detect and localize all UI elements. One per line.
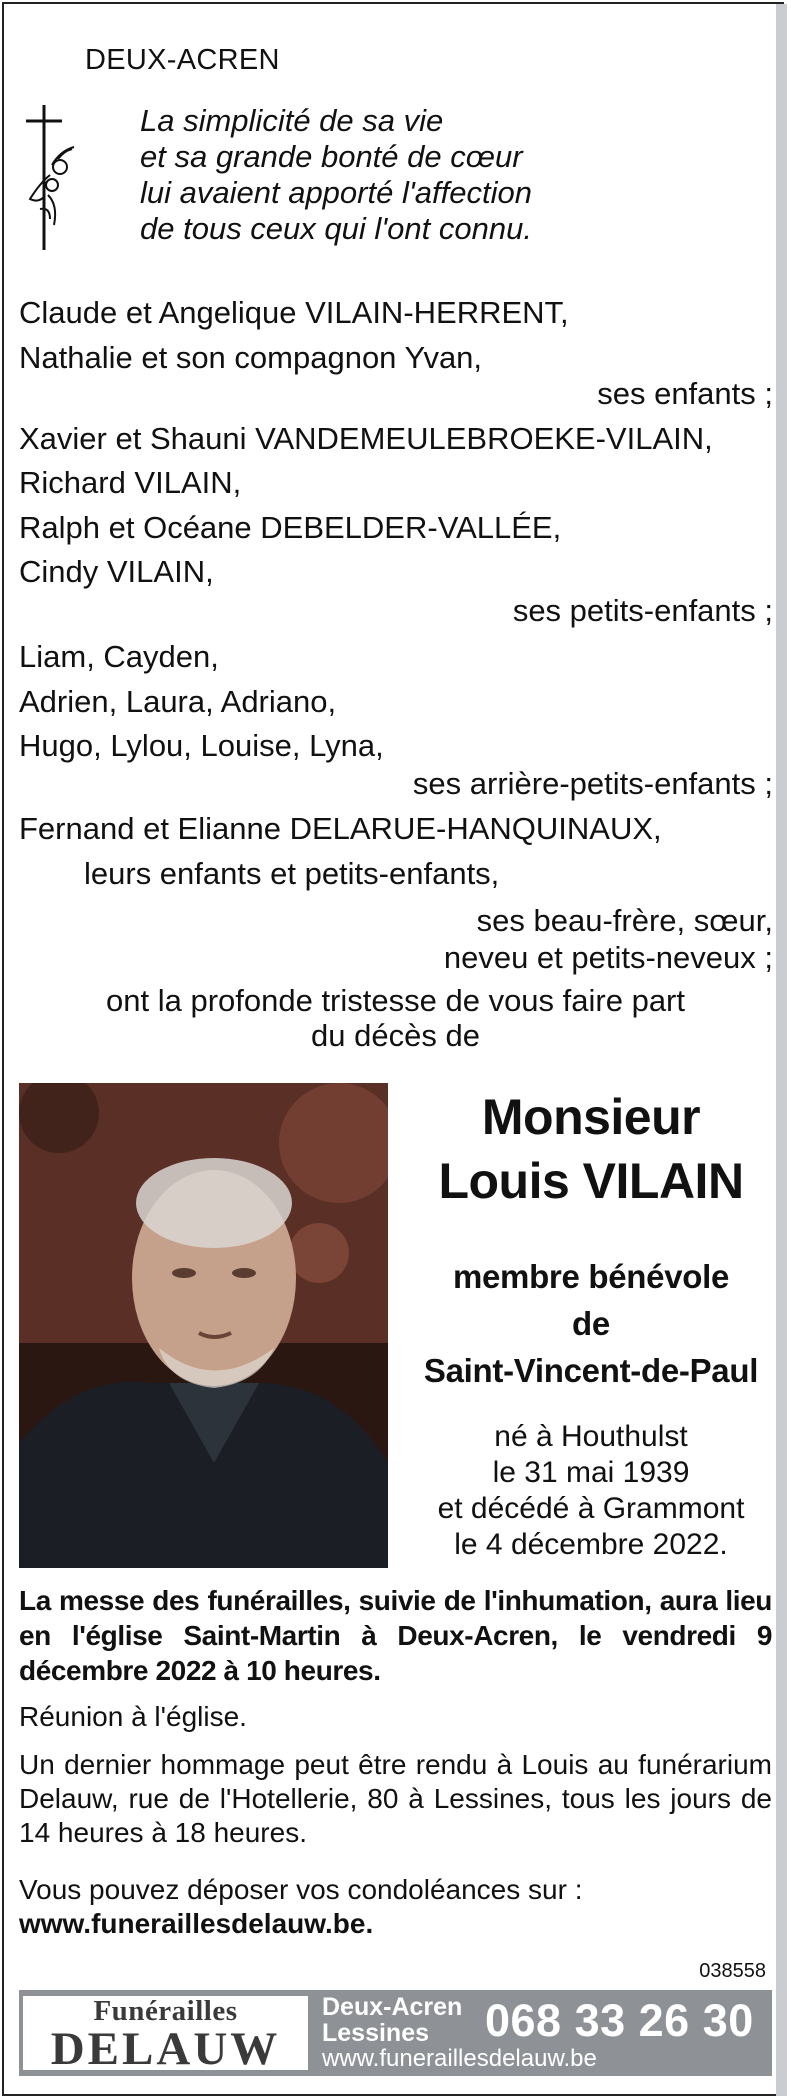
funeral-details: La messe des funérailles, suivie de l'inhumation, aura lieu en l'église Saint-Martin à Deux-Acren, le vendredi 9 décembre 2022 à 10 heures. (19, 1585, 772, 1686)
great-grandchild-line: Hugo, Lylou, Louise, Lyna, (19, 728, 384, 763)
children-role: ses enfants ; (597, 376, 773, 411)
delauw-logo (23, 1995, 308, 2075)
condolences-website: www.funeraillesdelauw.be. (19, 1908, 374, 1939)
quote-line: lui avaient apporté l'affection (140, 175, 532, 210)
birth-place: né à Houthulst (494, 1420, 688, 1453)
death-date: le 4 décembre 2022. (454, 1528, 728, 1561)
death-place: et décédé à Grammont (437, 1492, 745, 1525)
quote-line: et sa grande bonté de cœur (140, 139, 523, 174)
reference-number: 038558 (699, 1960, 766, 1982)
child-line: Claude et Angelique VILAIN-HERRENT, (19, 295, 569, 330)
deceased-name: Louis VILAIN (438, 1153, 744, 1209)
place-heading: DEUX-ACREN (85, 44, 280, 76)
birth-date: le 31 mai 1939 (492, 1456, 690, 1489)
quote-line: de tous ceux qui l'ont connu. (140, 211, 532, 246)
deceased-role: membre bénévole (452, 1258, 730, 1295)
deceased-role: Saint-Vincent-de-Paul (423, 1352, 759, 1389)
announcement-line: ont la profonde tristesse de vous faire part (106, 983, 685, 1018)
grandchild-line: Xavier et Shauni VANDEMEULEBROEKE-VILAIN, (19, 421, 713, 456)
grandchild-line: Cindy VILAIN, (19, 554, 214, 589)
cross-with-rose-icon (22, 105, 82, 250)
footer-city: Lessines (322, 2019, 430, 2047)
funeral-home-banner (19, 1990, 772, 2076)
quote-line: La simplicité de sa vie (140, 103, 444, 138)
in-laws-line: Fernand et Elianne DELARUE-HANQUINAUX, (19, 811, 662, 846)
deceased-role: de (572, 1305, 610, 1342)
great-grandchildren-role: ses arrière-petits-enfants ; (412, 766, 773, 801)
homage-info: Un dernier hommage peut être rendu à Louis au funérarium Delauw, rue de l'Hotellerie, 80 à Lessines, tous les jours de 14 heures à 18 heures. (19, 1749, 772, 1848)
great-grandchild-line: Adrien, Laura, Adriano, (19, 684, 337, 719)
grandchildren-role: ses petits-enfants ; (512, 593, 773, 628)
grandchild-line: Richard VILAIN, (19, 465, 242, 500)
footer-cities (322, 1994, 462, 2046)
in-laws-sub-line: leurs enfants et petits-enfants, (84, 856, 500, 891)
footer-phone: 068 33 26 30 (485, 1995, 754, 2046)
announcement-line: du décès de (311, 1018, 480, 1053)
portrait-photo (19, 1083, 388, 1568)
footer-website: www.funeraillesdelauw.be (322, 2045, 597, 2072)
logo-bottom-text: DELAUW (50, 2023, 281, 2075)
in-laws-role-line: ses beau-frère, sœur, (476, 903, 773, 938)
meeting-info: Réunion à l'église. (19, 1701, 247, 1732)
child-line: Nathalie et son compagnon Yvan, (19, 340, 483, 375)
grandchild-line: Ralph et Océane DEBELDER-VALLÉE, (19, 510, 562, 545)
deceased-title: Monsieur (481, 1089, 701, 1145)
condolences-text: Vous pouvez déposer vos condoléances sur : (19, 1874, 583, 1905)
memorial-quote (140, 103, 532, 247)
great-grandchild-line: Liam, Cayden, (19, 639, 219, 674)
logo-top-text: Funérailles (93, 1995, 238, 2027)
footer-city: Deux-Acren (322, 1993, 463, 2021)
in-laws-role-line: neveu et petits-neveux ; (443, 940, 773, 975)
